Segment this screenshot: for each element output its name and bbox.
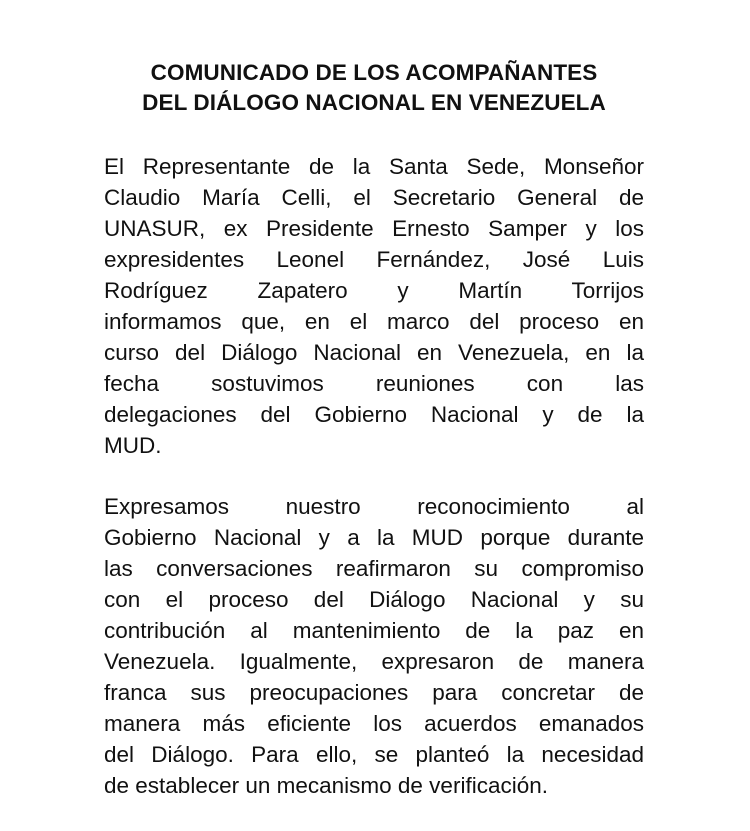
text-line: curso del Diálogo Nacional en Venezuela, en la: [104, 340, 644, 365]
text-line: franca sus preocupaciones para concretar de: [104, 680, 644, 705]
text-line: de establecer un mecanismo de verificación.: [104, 773, 548, 798]
text-line: Venezuela. Igualmente, expresaron de manera: [104, 649, 644, 674]
text-line: expresidentes Leonel Fernández, José Luis: [104, 247, 644, 272]
text-line: del Diálogo. Para ello, se planteó la necesidad: [104, 742, 644, 767]
text-line: UNASUR, ex Presidente Ernesto Samper y los: [104, 216, 644, 241]
text-line: Rodríguez Zapatero y Martín Torrijos: [104, 278, 644, 303]
text-line: MUD.: [104, 433, 162, 458]
text-line: delegaciones del Gobierno Nacional y de la: [104, 402, 644, 427]
document-title: [104, 58, 644, 118]
paragraph-2: [104, 491, 644, 801]
text-line: las conversaciones reafirmaron su compromiso: [104, 556, 644, 581]
text-line: Expresamos nuestro reconocimiento al: [104, 494, 644, 519]
text-line: informamos que, en el marco del proceso en: [104, 309, 644, 334]
text-line: El Representante de la Santa Sede, Monseñor: [104, 154, 644, 179]
text-line: fecha sostuvimos reuniones con las: [104, 371, 644, 396]
text-line: manera más eficiente los acuerdos emanados: [104, 711, 644, 736]
text-line: Gobierno Nacional y a la MUD porque durante: [104, 525, 644, 550]
communique-document: [104, 58, 644, 831]
text-line: con el proceso del Diálogo Nacional y su: [104, 587, 644, 612]
title-line: DEL DIÁLOGO NACIONAL EN VENEZUELA: [142, 90, 606, 115]
title-line: COMUNICADO DE LOS ACOMPAÑANTES: [150, 60, 598, 85]
text-line: Claudio María Celli, el Secretario General de: [104, 185, 644, 210]
paragraph-1: [104, 151, 644, 461]
text-line: contribución al mantenimiento de la paz en: [104, 618, 644, 643]
